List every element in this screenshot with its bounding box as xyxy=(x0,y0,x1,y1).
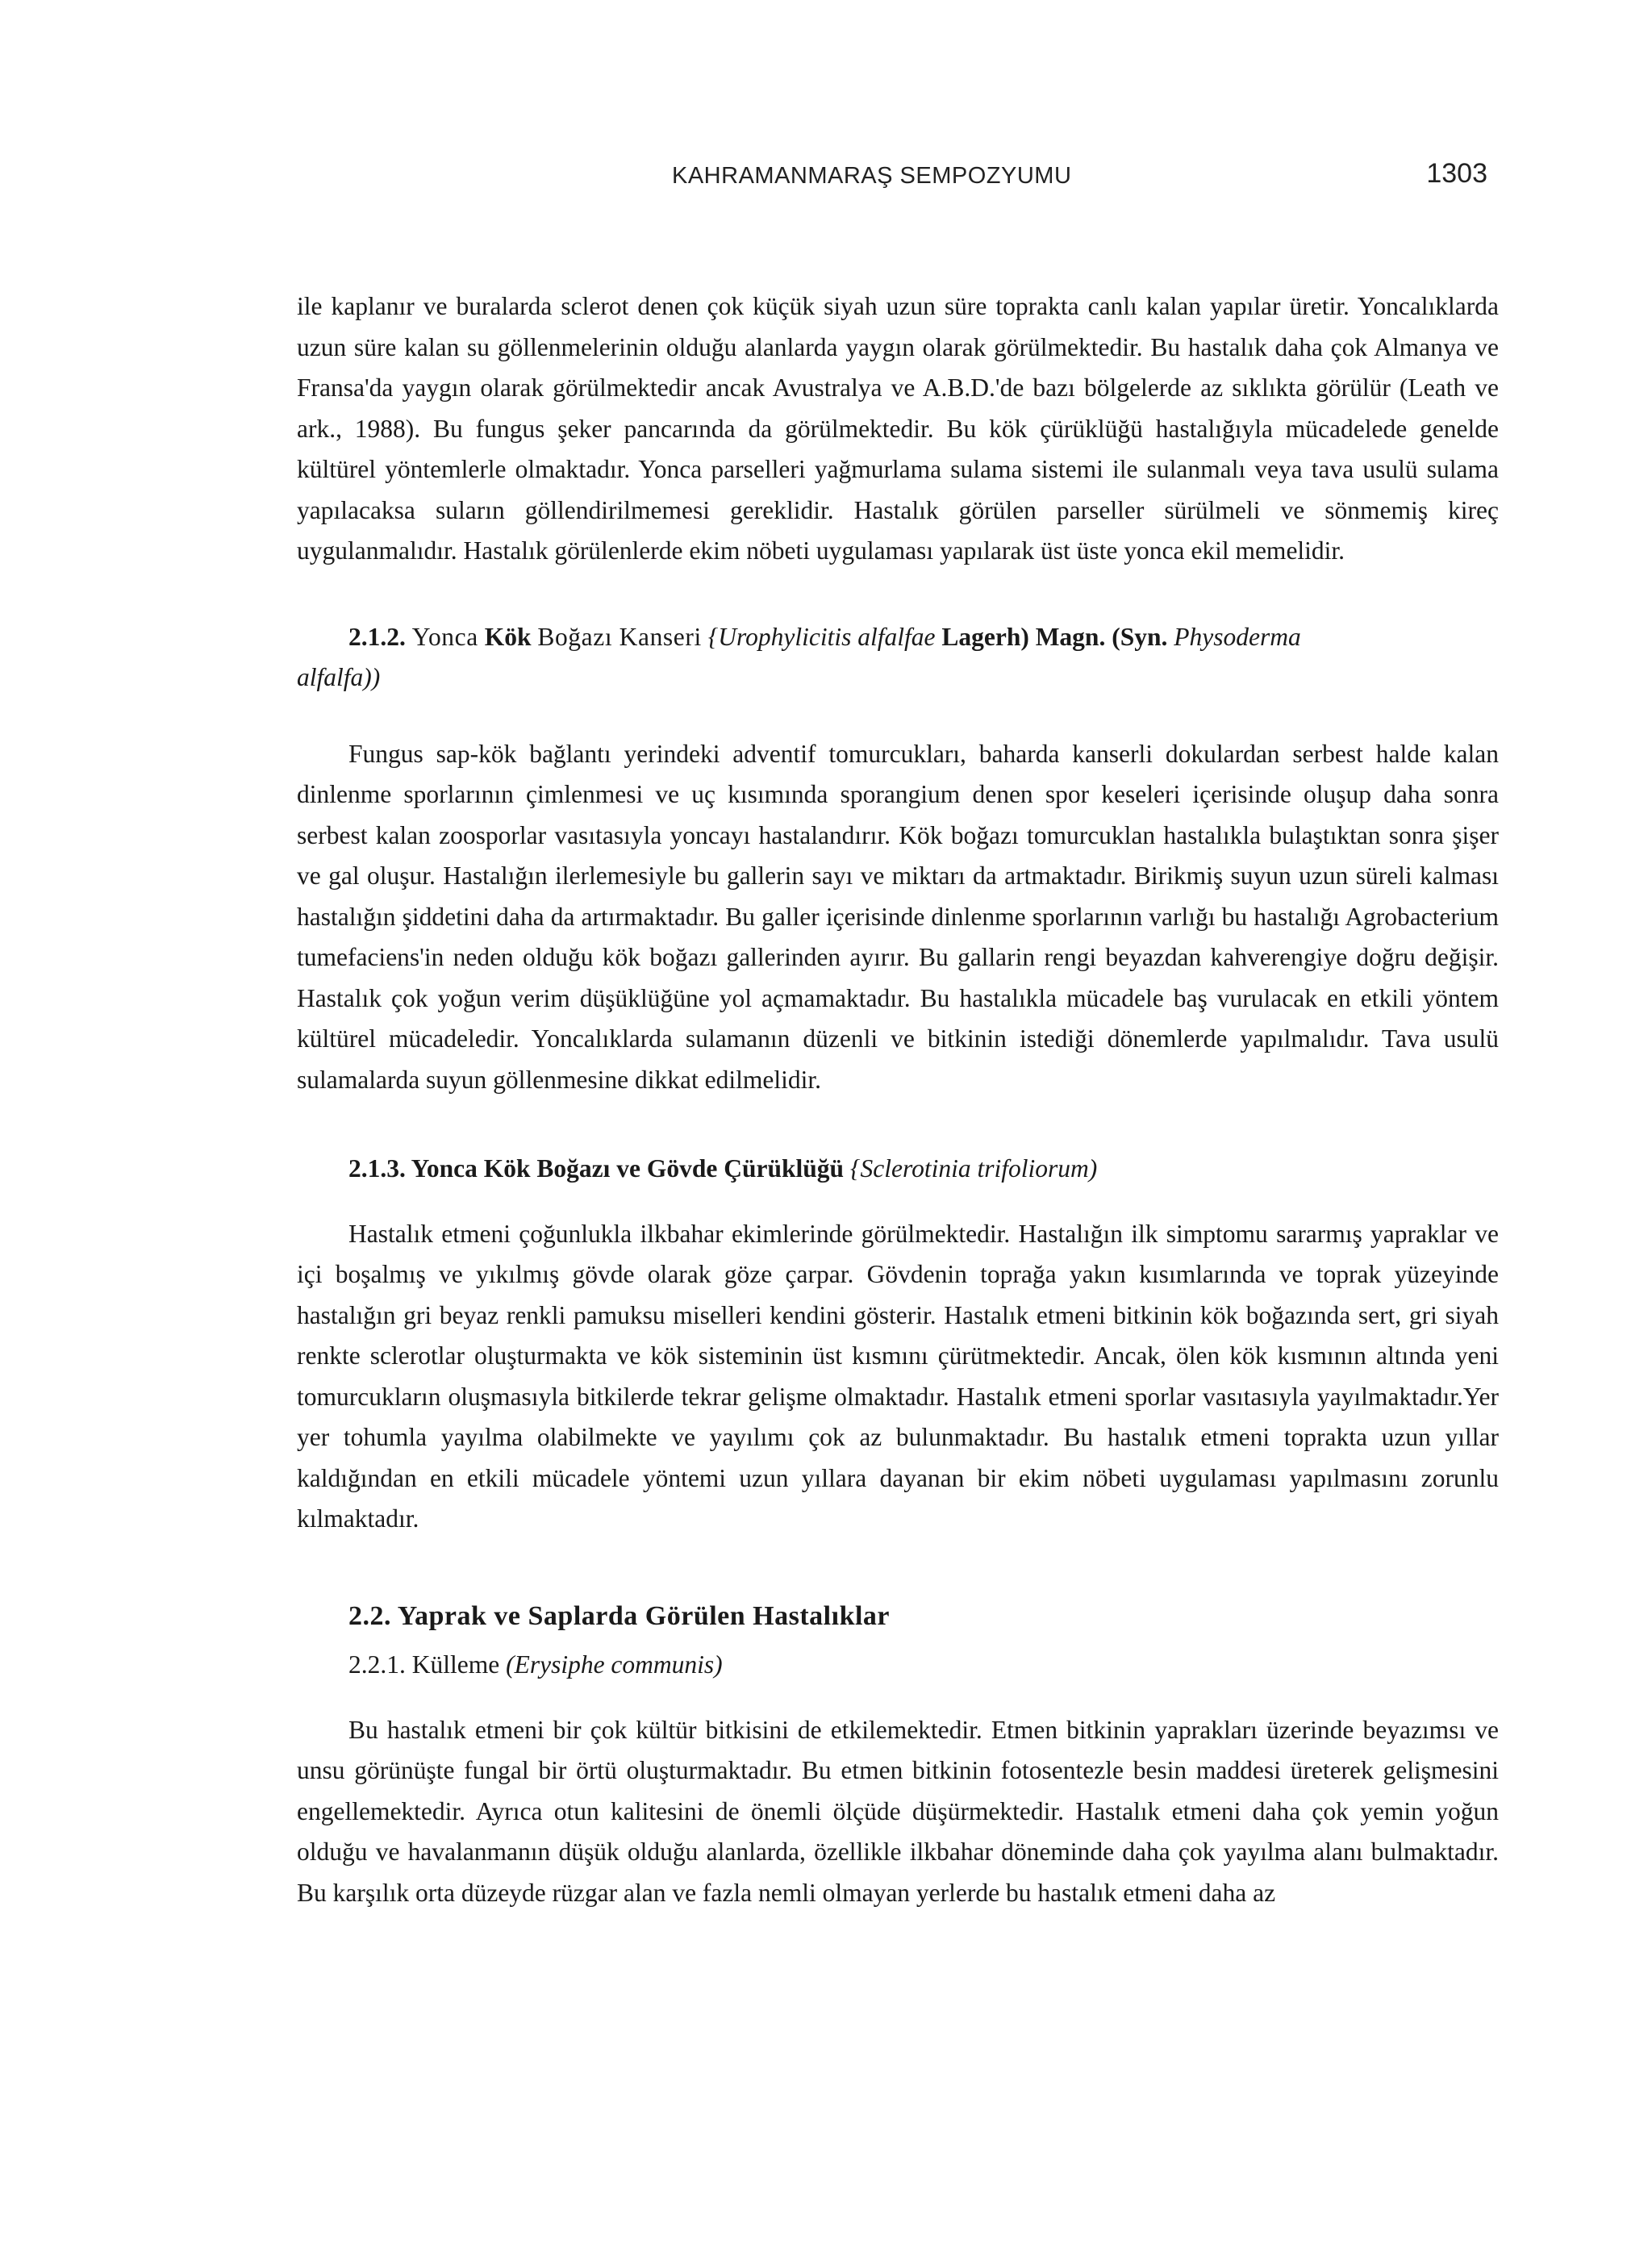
paragraph-powdery-mildew: Bu hastalık etmeni bir çok kültür bitkisini de etkilemektedir. Etmen bitkinin yaprakları üzerinde beyazımsı ve unsu görünüşte fungal bir örtü oluşturmaktadır. Bu etmen bitkinin fotosentezle besin maddesi üreterek gelişmesini engellemektedir. Ayrıca otun kalitesini de önemli ölçüde düşürmektedir. Hastalık etmeni daha çok yemin yoğun olduğu ve havalanmanın düşük olduğu alanlarda, özellikle ilkbahar döneminde daha çok yayılma alanı bulmaktadır. Bu karşılık orta düzeyde rüzgar alan ve fazla nemli olmayan yerlerde bu hastalık etmeni daha az xyxy=(297,1715,1499,1907)
heading-text: Külleme xyxy=(411,1650,500,1679)
scientific-name-synonym: Physoderma xyxy=(1174,622,1301,651)
scientific-name-synonym-cont: alfalfa)) xyxy=(297,663,381,691)
synonym-label: (Syn. xyxy=(1112,622,1168,651)
scientific-name: {Urophylicitis alfalfae xyxy=(707,622,936,651)
heading-word: Yonca xyxy=(411,622,478,651)
document-body xyxy=(297,286,1499,1913)
heading-word: Boğazı Kanseri xyxy=(537,622,702,651)
author-name: Lagerh) Magn. xyxy=(941,622,1106,651)
section-heading-2-1-2 xyxy=(297,617,1499,699)
page-header xyxy=(297,158,1507,197)
scientific-name: (Erysiphe communis) xyxy=(506,1650,723,1679)
paragraph-root-rot-continued: ile kaplanır ve buralarda sclerot denen çok küçük siyah uzun süre toprakta canlı kalan yapılar üretir. Yoncalıklarda uzun süre kalan su göllenmelerinin olduğu alanlarda yaygın olarak görülmektedir. Bu hastalık daha çok Almanya ve Fransa'da yaygın olarak görülmektedir ancak Avustralya ve A.B.D.'de bazı bölgelerde az sıklıkta görülür (Leath ve ark., 1988). Bu fungus şeker pancarında da görülmektedir. Bu kök çürüklüğü hastalığıyla mücadelede genelde kültürel yöntemlerle olmaktadır. Yonca parselleri yağmurlama sulama sistemi ile sulanmalı veya tava usulü sulama yapılacaksa suların göllendirilmemesi gereklidir. Hastalık görülen parseller sürülmeli ve sönmemiş kireç uygulanmalıdır. Hastalık görülenlerde ekim nöbeti uygulaması yapılarak üst üste yonca ekil memelidir. xyxy=(297,292,1499,565)
scientific-name: {Sclerotinia trifoliorum) xyxy=(849,1154,1098,1183)
heading-text: 2.1.3. Yonca Kök Boğazı ve Gövde Çürüklüğü xyxy=(348,1154,845,1183)
section-number: 2.1.2. xyxy=(348,622,406,651)
paragraph-crown-wart: Fungus sap-kök bağlantı yerindeki adventif tomurcukları, baharda kanserli dokulardan serbest halde kalan dinlenme sporlarının çimlenmesi ve uç kısımında sporangium denen spor keseleri içerisinde oluşup daha sonra serbest kalan zoosporlar vasıtasıyla yoncayı hastalandırır. Kök boğazı tomurcuklan hastalıkla bulaştıktan sonra şişer ve gal oluşur. Hastalığın ilerlemesiyle bu gallerin sayı ve miktarı da artmaktadır. Birikmiş suyun uzun süreli kalması hastalığın şiddetini daha da artırmaktadır. Bu galler içerisinde dinlenme sporlarının varlığı bu hastalığı Agrobacterium tumefaciens'in neden olduğu kök boğazı gallerinden ayırır. Bu gallarin rengi beyazdan kahverengiye doğru değişir. Hastalık çok yoğun verim düşüklüğüne yol açmamaktadır. Bu hastalıkla mücadele baş vurulacak en etkili yöntem kültürel mücadeledir. Yoncalıklarda sulamanın düzenli ve bitkinin istediği dönemlerde yapılmalıdır. Tava usulü sulamalarda suyun göllenmesine dikkat edilmelidir. xyxy=(297,739,1499,1094)
page-number: 1303 xyxy=(1426,158,1487,189)
section-number: 2.2.1. xyxy=(348,1650,406,1679)
running-title: KAHRAMANMARAŞ SEMPOZYUMU xyxy=(672,163,1072,189)
section-heading-2-2-1 xyxy=(297,1645,1499,1686)
heading-word: Kök xyxy=(484,622,532,651)
section-heading-2-2: 2.2. Yaprak ve Saplarda Görülen Hastalıklar xyxy=(348,1600,891,1631)
section-heading-2-1-3 xyxy=(297,1149,1499,1190)
paragraph-crown-stem-rot: Hastalık etmeni çoğunlukla ilkbahar ekimlerinde görülmektedir. Hastalığın ilk simptomu sararmış yapraklar ve içi boşalmış ve yıkılmış gövde olarak göze çarpar. Gövdenin toprağa yakın kısımlarında ve toprak yüzeyinde hastalığın gri beyaz renkli pamuksu miselleri kendini gösterir. Hastalık etmeni bitkinin kök boğazında sert, gri siyah renkte sclerotlar oluşturmakta ve kök sisteminin üst kısmını çürütmektedir. Ancak, ölen kök kısmının altında yeni tomurcukların oluşmasıyla bitkilerde tekrar gelişme olmaktadır. Hastalık etmeni sporlar vasıtasıyla yayılmaktadır.Yer yer tohumla yayılma olabilmekte ve yayılımı çok az bulunmaktadır. Bu hastalık etmeni toprakta uzun yıllar kaldığından en etkili mücadele yöntemi uzun yıllara dayanan bir ekim nöbeti uygulaması yapılmasını zorunlu kılmaktadır. xyxy=(297,1219,1499,1533)
